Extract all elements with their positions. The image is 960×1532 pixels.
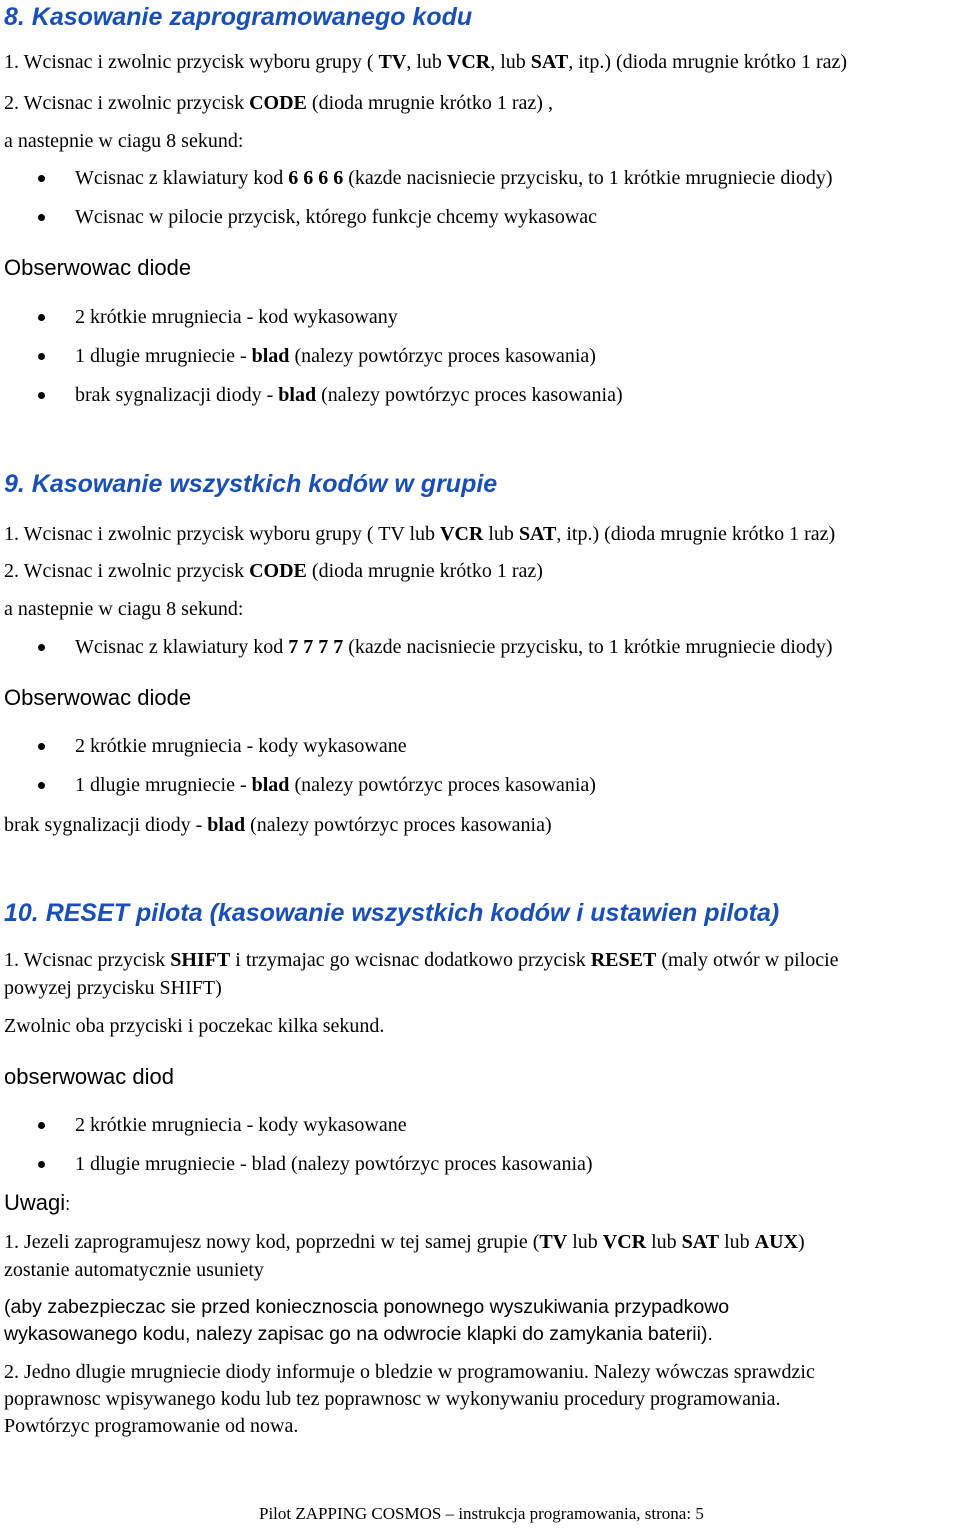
bullet-dot (38, 353, 45, 360)
s9-observe-2: 1 dlugie mrugniecie - blad (nalezy powtórzyc proces kasowania) (75, 774, 596, 796)
section-10-title: 10. RESET pilota (kasowanie wszystkich kodów i ustawien pilota) (4, 899, 780, 927)
s8-bullet-2: Wcisnac w pilocie przycisk, którego funkcje chcemy wykasowac (75, 206, 598, 228)
s8-observe-1: 2 krótkie mrugniecia - kod wykasowany (75, 306, 398, 328)
bullet-dot (38, 743, 45, 750)
s10-observe-1: 2 krótkie mrugniecia - kody wykasowane (75, 1114, 407, 1136)
s8-observe-heading: Obserwowac diode (4, 255, 192, 280)
section-8-title: 8. Kasowanie zaprogramowanego kodu (4, 3, 473, 31)
page-footer: Pilot ZAPPING COSMOS – instrukcja programowania, strona: 5 (259, 1504, 704, 1523)
s9-step-2: 2. Wcisnac i zwolnic przycisk CODE (dioda mrugnie krótko 1 raz) (4, 560, 543, 582)
bullet-dot (38, 1122, 45, 1129)
s9-step-2-continued: a nastepnie w ciagu 8 sekund: (4, 598, 244, 620)
bullet-dot (38, 1161, 45, 1168)
note-2: 2. Jedno dlugie mrugniecie diody informuje o bledzie w programowaniu. Nalezy wówczas sprawdzic (4, 1361, 815, 1383)
s8-step-2: 2. Wcisnac i zwolnic przycisk CODE (dioda mrugnie krótko 1 raz) , (4, 92, 553, 114)
s8-observe-3: brak sygnalizacji diody - blad (nalezy powtórzyc proces kasowania) (75, 384, 623, 406)
s8-step-1: 1. Wcisnac i zwolnic przycisk wyboru grupy ( TV, lub VCR, lub SAT, itp.) (dioda mrugnie krótko 1 raz) (4, 51, 848, 73)
notes-heading: Uwagi: (4, 1190, 71, 1215)
bullet-dot (38, 782, 45, 789)
bullet-dot (38, 175, 45, 182)
note-2-continued: poprawnosc wpisywanego kodu lub tez poprawnosc w wykonywaniu procedury programowania. (4, 1388, 781, 1410)
note-1-continued: zostanie automatycznie usuniety (4, 1259, 264, 1281)
note-1-detail-1: (aby zabezpieczac sie przed koniecznoscia ponownego wyszukiwania przypadkowo (4, 1296, 730, 1318)
s9-observe-3: brak sygnalizacji diody - blad (nalezy powtórzyc proces kasowania) (4, 814, 552, 836)
note-2-end: Powtórzyc programowanie od nowa. (4, 1415, 299, 1437)
s10-step-2: Zwolnic oba przyciski i poczekac kilka sekund. (4, 1015, 385, 1037)
s9-bullet-1: Wcisnac z klawiatury kod 7 7 7 7 (kazde nacisniecie przycisku, to 1 krótkie mrugniecie diody) (75, 636, 833, 658)
s8-bullet-1: Wcisnac z klawiatury kod 6 6 6 6 (kazde nacisniecie przycisku, to 1 krótkie mrugniecie diody) (75, 167, 833, 189)
s9-observe-heading: Obserwowac diode (4, 685, 192, 710)
s10-step-1: 1. Wcisnac przycisk SHIFT i trzymajac go wcisnac dodatkowo przycisk RESET (maly otwór w pilocie (4, 949, 839, 971)
section-9-title: 9. Kasowanie wszystkich kodów w grupie (4, 470, 498, 498)
s9-step-1: 1. Wcisnac i zwolnic przycisk wyboru grupy ( TV lub VCR lub SAT, itp.) (dioda mrugnie krótko 1 raz) (4, 523, 836, 545)
s10-observe-heading: obserwowac diod (4, 1064, 174, 1089)
note-1-detail-2: wykasowanego kodu, nalezy zapisac go na odwrocie klapki do zamykania baterii). (4, 1323, 713, 1345)
s8-observe-2: 1 dlugie mrugniecie - blad (nalezy powtórzyc proces kasowania) (75, 345, 596, 367)
s10-step-1-continued: powyzej przycisku SHIFT) (4, 977, 222, 999)
note-1: 1. Jezeli zaprogramujesz nowy kod, poprzedni w tej samej grupie (TV lub VCR lub SAT lub AUX) (4, 1231, 805, 1253)
s8-step-2-continued: a nastepnie w ciagu 8 sekund: (4, 130, 244, 152)
bullet-dot (38, 314, 45, 321)
bullet-dot (38, 214, 45, 221)
s9-observe-1: 2 krótkie mrugniecia - kody wykasowane (75, 735, 407, 757)
bullet-dot (38, 392, 45, 399)
s10-observe-2: 1 dlugie mrugniecie - blad (nalezy powtórzyc proces kasowania) (75, 1153, 593, 1175)
bullet-dot (38, 644, 45, 651)
